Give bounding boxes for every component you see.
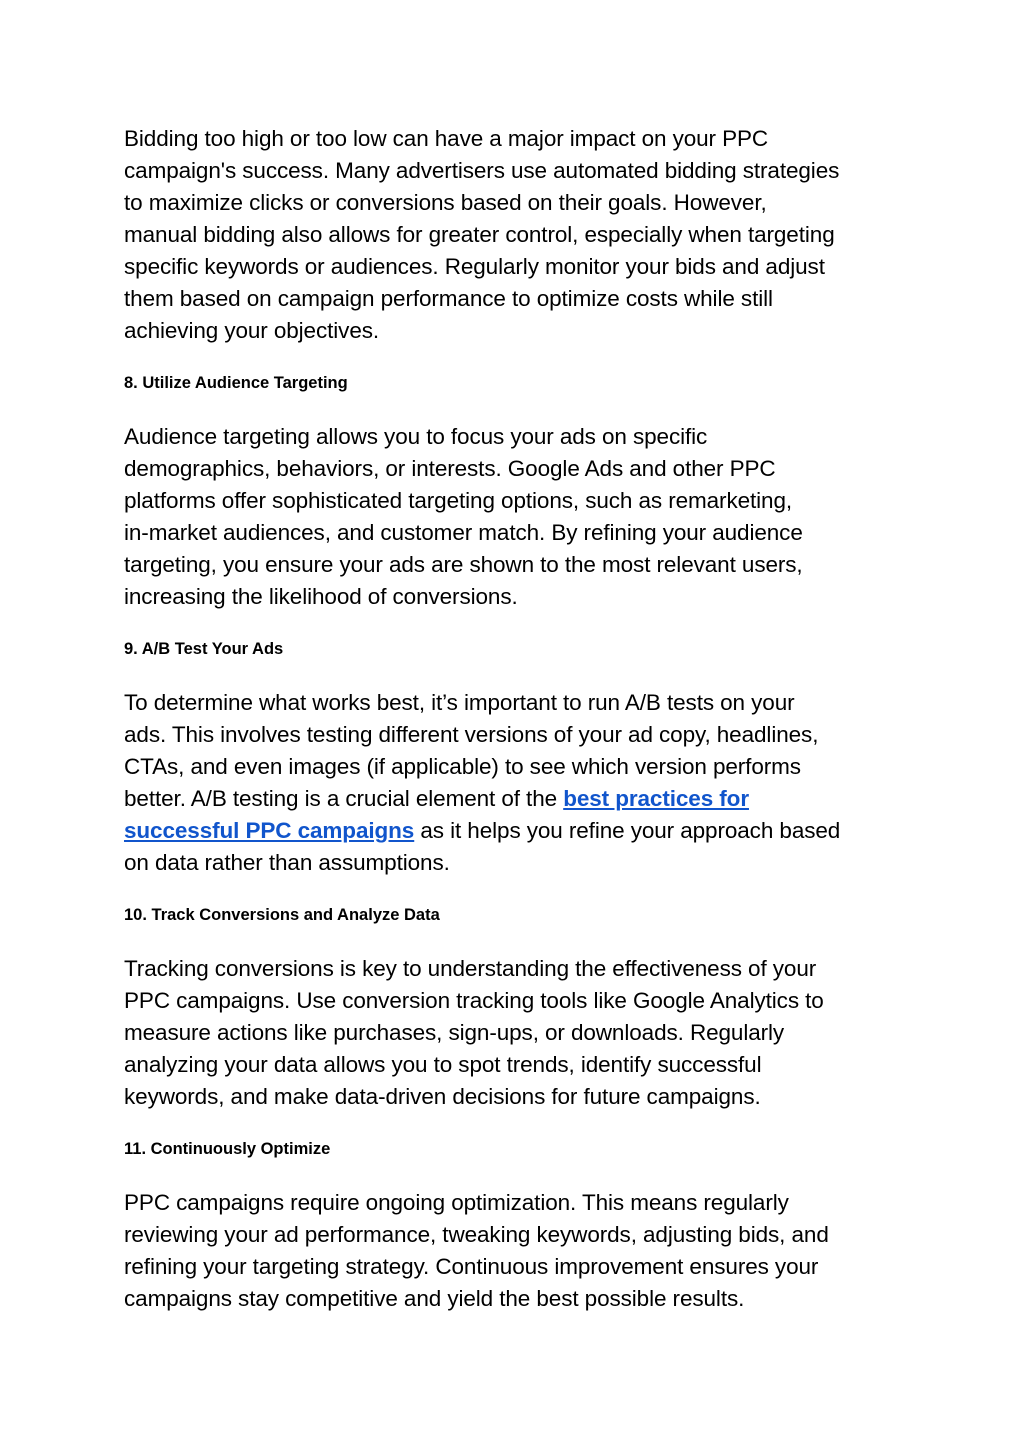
text-line: campaigns stay competitive and yield the best possible results.: [124, 1286, 745, 1311]
bidding-paragraph: [124, 123, 914, 347]
continuously-optimize-paragraph: [124, 1187, 914, 1315]
text-line: achieving your objectives.: [124, 318, 380, 343]
text-line: refining your targeting strategy. Continuous improvement ensures your: [124, 1254, 819, 1279]
heading-ab-test: 9. A/B Test Your Ads: [124, 640, 284, 658]
text-line: To determine what works best, it’s important to run A/B tests on your: [124, 690, 795, 715]
text-line: manual bidding also allows for greater control, especially when targeting: [124, 222, 835, 247]
best-practices-link-continued[interactable]: successful PPC campaigns: [124, 818, 415, 843]
text-line: in-market audiences, and customer match. By refining your audience: [124, 520, 803, 545]
heading-audience-targeting: 8. Utilize Audience Targeting: [124, 374, 348, 392]
heading-track-conversions: 10. Track Conversions and Analyze Data: [124, 906, 440, 924]
text-line: increasing the likelihood of conversions.: [124, 584, 518, 609]
track-conversions-paragraph: [124, 953, 914, 1113]
text-line: platforms offer sophisticated targeting options, such as remarketing,: [124, 488, 793, 513]
text-line: to maximize clicks or conversions based on their goals. However,: [124, 190, 767, 215]
text-line: keywords, and make data-driven decisions for future campaigns.: [124, 1084, 761, 1109]
text-line: analyzing your data allows you to spot trends, identify successful: [124, 1052, 762, 1077]
text-line: PPC campaigns. Use conversion tracking tools like Google Analytics to: [124, 988, 824, 1013]
text-line: CTAs, and even images (if applicable) to see which version performs: [124, 754, 801, 779]
text-line: measure actions like purchases, sign-ups, or downloads. Regularly: [124, 1020, 785, 1045]
text-fragment: better. A/B testing is a crucial element of the: [124, 786, 564, 811]
text-line: on data rather than assumptions.: [124, 850, 450, 875]
text-line: Audience targeting allows you to focus your ads on specific: [124, 424, 708, 449]
heading-continuously-optimize: 11. Continuously Optimize: [124, 1140, 331, 1158]
text-line: targeting, you ensure your ads are shown to the most relevant users,: [124, 552, 803, 577]
text-line: [124, 815, 914, 847]
text-line: ads. This involves testing different versions of your ad copy, headlines,: [124, 722, 819, 747]
text-line: PPC campaigns require ongoing optimization. This means regularly: [124, 1190, 789, 1215]
text-line: them based on campaign performance to optimize costs while still: [124, 286, 773, 311]
ab-test-paragraph: [124, 687, 914, 879]
text-line: reviewing your ad performance, tweaking keywords, adjusting bids, and: [124, 1222, 829, 1247]
text-line: demographics, behaviors, or interests. Google Ads and other PPC: [124, 456, 776, 481]
text-line: Bidding too high or too low can have a major impact on your PPC: [124, 126, 769, 151]
text-line: specific keywords or audiences. Regularly monitor your bids and adjust: [124, 254, 825, 279]
document-page: [124, 123, 914, 1315]
text-line: campaign's success. Many advertisers use automated bidding strategies: [124, 158, 840, 183]
text-line: [124, 783, 914, 815]
text-fragment: as it helps you refine your approach based: [414, 818, 841, 843]
text-line: Tracking conversions is key to understanding the effectiveness of your: [124, 956, 817, 981]
audience-targeting-paragraph: [124, 421, 914, 613]
best-practices-link[interactable]: best practices for: [563, 786, 749, 811]
